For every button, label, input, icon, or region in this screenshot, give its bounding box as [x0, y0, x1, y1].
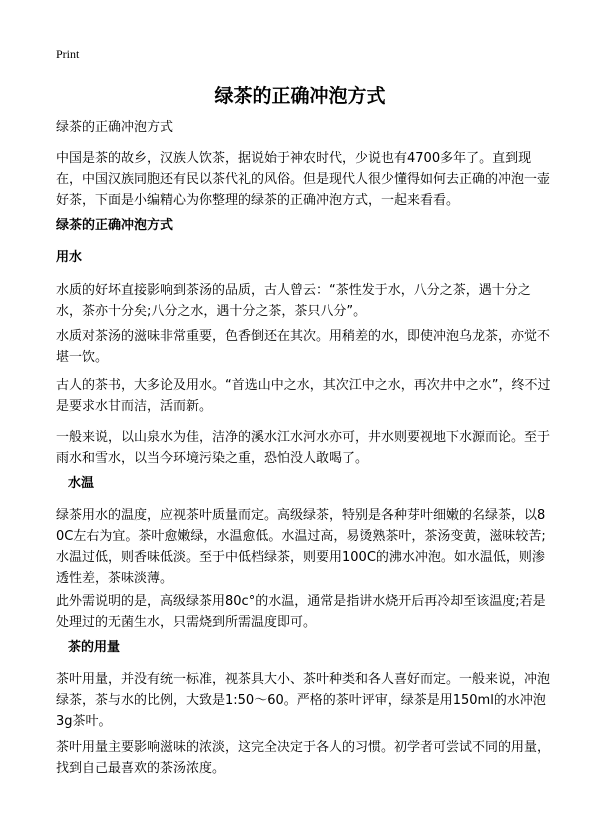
water-paragraph-4: 一般来说，以山泉水为佳，洁净的溪水江水河水亦可，井水则要视地下水源而论。至于雨水和雪水，以当今环境污染之重，恐怕没人敢喝了。 [56, 430, 551, 466]
temperature-paragraph-2: 此外需说明的是，高级绿茶用80c°的水温，通常是指讲水烧开后再冷却至该温度;若是处理过的无菌生水，只需烧到所需温度即可。 [56, 594, 546, 630]
print-link[interactable]: Print [56, 47, 80, 61]
water-paragraph-3: 古人的茶书，大多论及用水。“首选山中之水，其次江中之水，再次井中之水”，终不过是要求水甘而洁，活而新。 [56, 378, 551, 414]
amount-paragraph-2: 茶叶用量主要影响滋味的浓淡，这完全决定于各人的习惯。初学者可尝试不同的用量，找到自己最喜欢的茶汤浓度。 [56, 740, 551, 776]
temperature-heading: 水温 [68, 476, 95, 491]
intro-paragraph: 中国是茶的故乡，汉族人饮茶，据说始于神农时代，少说也有4700多年了。直到现在，中国汉族同胞还有民以茶代礼的风俗。但是现代人很少懂得如何去正确的冲泡一壶好茶，下面是小编精心为你整理的绿茶的正确冲泡方式，一起来看看。 [56, 151, 551, 208]
page-title: 绿茶的正确冲泡方式 [214, 85, 386, 107]
water-paragraph-2: 水质对茶汤的滋味非常重要，色香倒还在其次。用稍差的水，即使冲泡乌龙茶，亦觉不堪一饮。 [56, 329, 551, 365]
water-paragraph-1: 水质的好坏直接影响到茶汤的品质，古人曾云：“茶性发于水，八分之茶，遇十分之水，茶亦十分矣;八分之水，遇十分之茶，茶只八分”。 [56, 283, 531, 319]
section-heading: 绿茶的正确冲泡方式 [56, 218, 174, 233]
water-heading: 用水 [56, 250, 83, 265]
amount-paragraph-1: 茶叶用量，并没有统一标准，视茶具大小、茶叶种类和各人喜好而定。一般来说，冲泡绿茶，茶与水的比例，大致是1:50～60。严格的茶叶评审，绿茶是用150ml的水冲泡3g茶叶。 [56, 672, 551, 729]
temperature-paragraph-1: 绿茶用水的温度，应视茶叶质量而定。高级绿茶，特别是各种芽叶细嫩的名绿茶，以80C左右为宜。茶叶愈嫩绿，水温愈低。水温过高，易烫熟茶叶，茶汤变黄，滋味较苦;水温过低，则香味低淡。至于中低档绿茶，则要用100C的沸水冲泡。如水温低，则渗透性差，茶味淡薄。 [56, 508, 546, 586]
amount-heading: 茶的用量 [68, 640, 121, 655]
article-subtitle: 绿茶的正确冲泡方式 [56, 120, 174, 135]
